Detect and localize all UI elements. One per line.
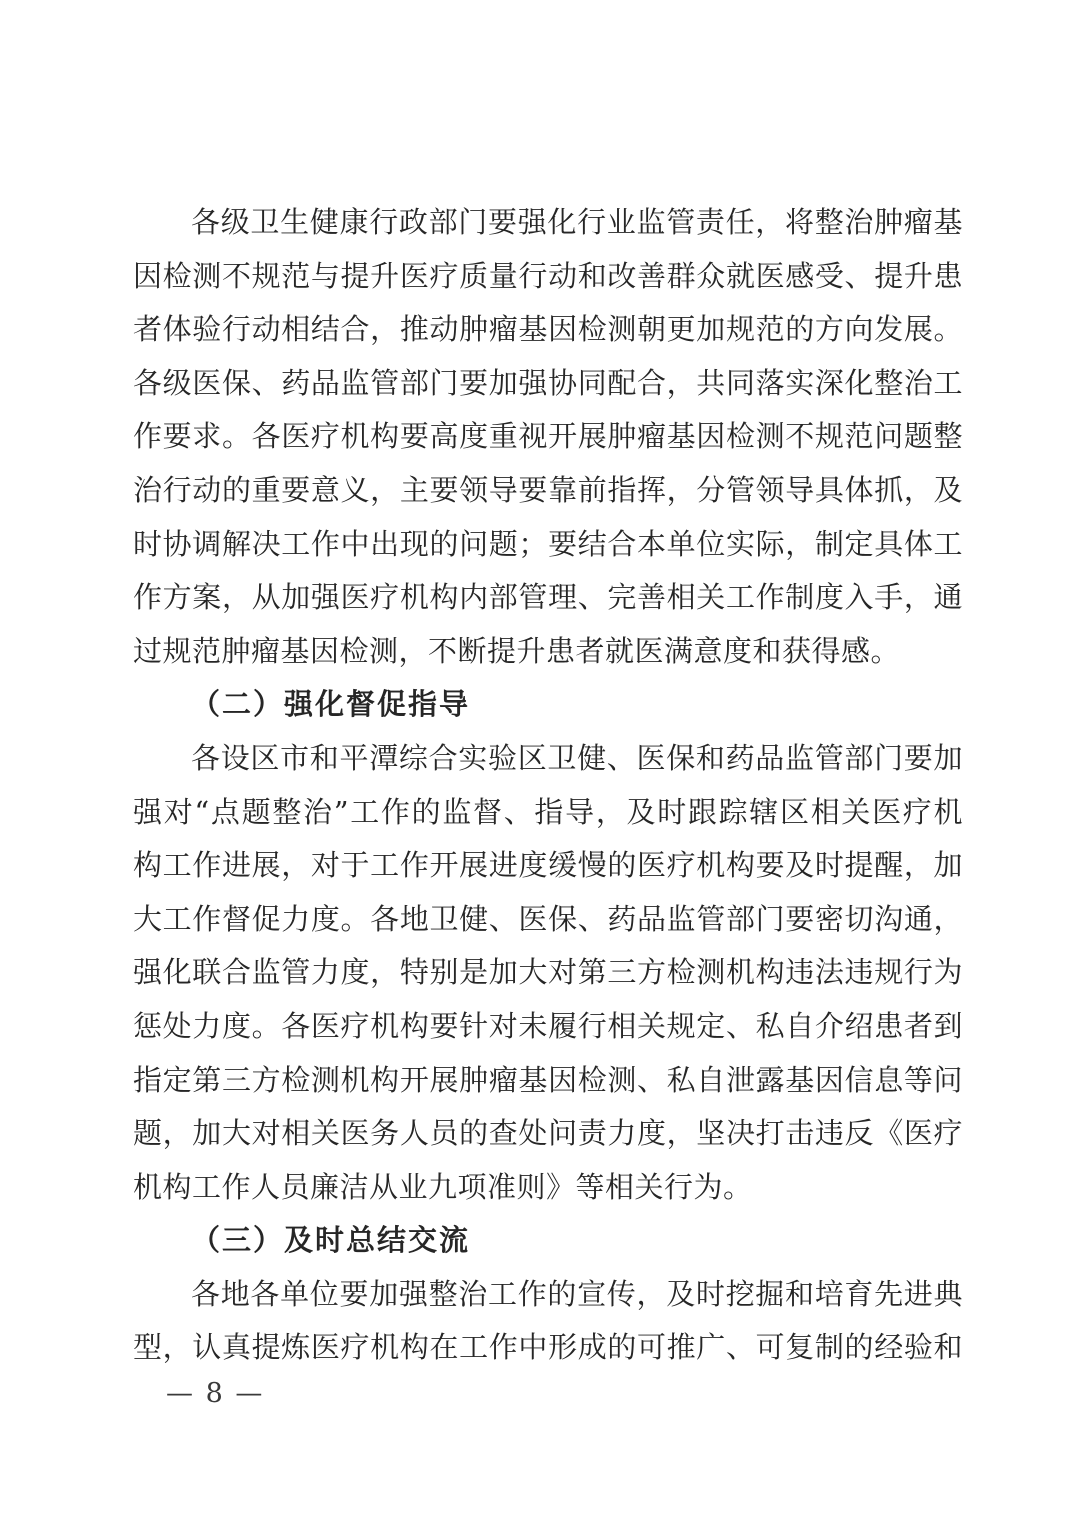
text-line: 构工作进展，对于工作开展进度缓慢的医疗机构要及时提醒，加 <box>133 848 963 883</box>
text-line: 大工作督促力度。各地卫健、医保、药品监管部门要密切沟通， <box>133 901 963 936</box>
text-line: 时协调解决工作中出现的问题；要结合本单位实际，制定具体工 <box>133 526 963 561</box>
text-line: 各设区市和平潭综合实验区卫健、医保和药品监管部门要加 <box>191 740 963 775</box>
text-line: 治行动的重要意义，主要领导要靠前指挥，分管领导具体抓，及 <box>133 472 963 507</box>
text-line: 者体验行动相结合，推动肿瘤基因检测朝更加规范的方向发展。 <box>133 312 963 347</box>
text-line: 过规范肿瘤基因检测，不断提升患者就医满意度和获得感。 <box>133 633 901 668</box>
text-line: 强化联合监管力度，特别是加大对第三方检测机构违法违规行为 <box>133 955 963 990</box>
text-line: 各地各单位要加强整治工作的宣传，及时挖掘和培育先进典 <box>191 1276 963 1311</box>
text-line: 型，认真提炼医疗机构在工作中形成的可推广、可复制的经验和 <box>133 1330 963 1365</box>
text-line: 作要求。各医疗机构要高度重视开展肿瘤基因检测不规范问题整 <box>133 419 963 454</box>
text-line: 因检测不规范与提升医疗质量行动和改善群众就医感受、提升患 <box>133 258 963 293</box>
text-line: 作方案，从加强医疗机构内部管理、完善相关工作制度入手，通 <box>133 580 963 615</box>
text-line: 题，加大对相关医务人员的查处问责力度，坚决打击违反《医疗 <box>133 1116 963 1151</box>
text-line: 惩处力度。各医疗机构要针对未履行相关规定、私自介绍患者到 <box>133 1008 963 1043</box>
text-line: 机构工作人员廉洁从业九项准则》等相关行为。 <box>133 1169 753 1204</box>
text-line: 强对“点题整治”工作的监督、指导，及时跟踪辖区相关医疗机 <box>133 794 963 829</box>
page-number: — 8 — <box>166 1378 265 1409</box>
section-heading: （三）及时总结交流 <box>191 1223 471 1258</box>
text-line: 各级医保、药品监管部门要加强协同配合，共同落实深化整治工 <box>133 365 963 400</box>
section-heading: （二）强化督促指导 <box>191 687 471 722</box>
document-body <box>133 196 963 1375</box>
text-line: 各级卫生健康行政部门要强化行业监管责任，将整治肿瘤基 <box>191 205 963 239</box>
text-line: 指定第三方检测机构开展肿瘤基因检测、私自泄露基因信息等问 <box>133 1062 963 1097</box>
